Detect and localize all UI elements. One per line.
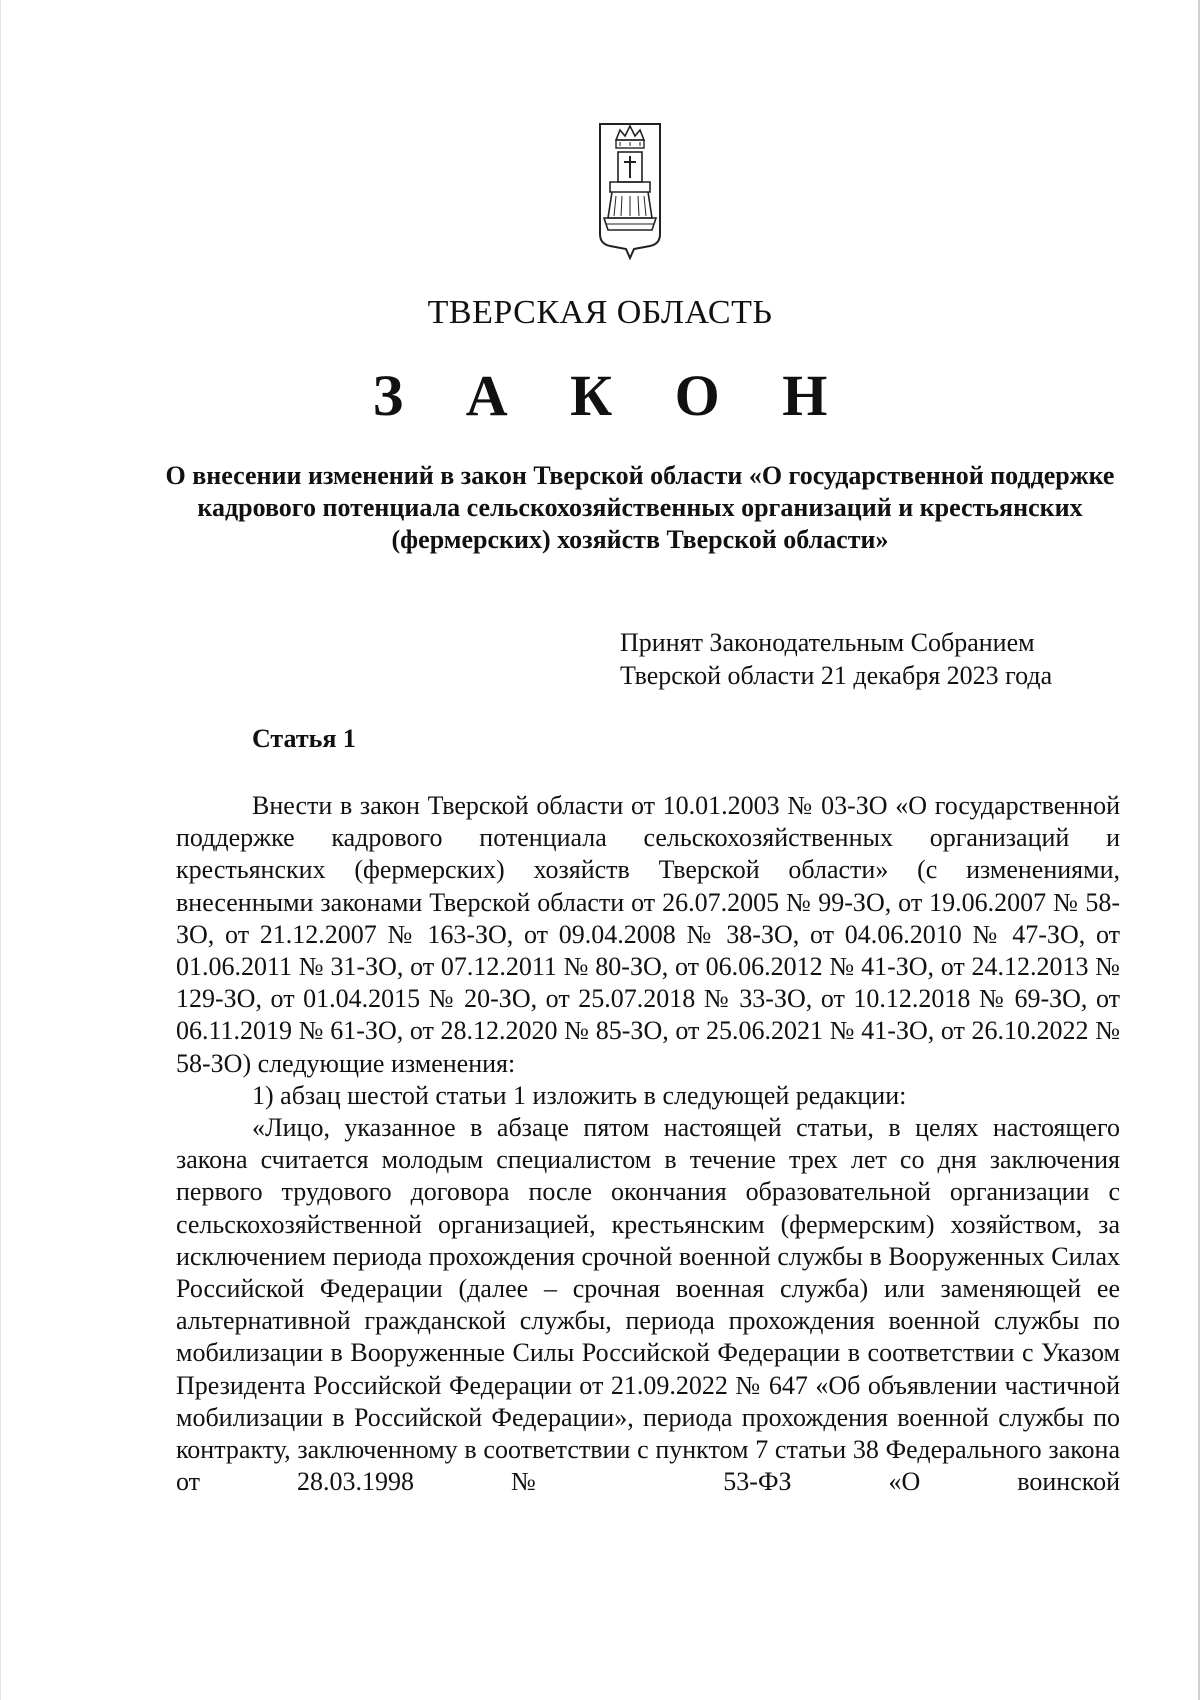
adoption-note-line-2: Тверской области 21 декабря 2023 года [620, 661, 1053, 690]
paragraph-item-1: 1) абзац шестой статьи 1 изложить в следующей редакции: [252, 1080, 907, 1110]
scan-edge-left [0, 0, 1, 1700]
tver-coat-of-arms-icon [598, 122, 662, 260]
region-name: ТВЕРСКАЯ ОБЛАСТЬ [427, 294, 773, 331]
article-heading: Статья 1 [252, 724, 356, 753]
adoption-note [620, 626, 1140, 692]
paragraph-amendment-intro: Внести в закон Тверской области от 10.01.2003 № 03-ЗО «О государственной поддержке кадрового потенциала сельскохозяйственных организаций и крестьянских (фермерских) хозяйств Тверской области» (с изменениями, внесенными законами Тверской области от 26.07.2005 № 99-ЗО, от 19.06.2007 № 58-ЗО, от 21.12.2007 № 163-ЗО, от 09.04.2008 № 38-ЗО, от 04.06.2010 № 47-ЗО, от 01.06.2011 № 31-ЗО, от 07.12.2011 № 80-ЗО, от 06.06.2012 № 41-ЗО, от 24.12.2013 № 129-ЗО, от 01.04.2015 № 20-ЗО, от 25.07.2018 № 33-ЗО, от 10.12.2018 № 69-ЗО, от 06.11.2019 № 61-ЗО, от 28.12.2020 № 85-ЗО, от 25.06.2021 № 41-ЗО, от 26.10.2022 № 58-ЗО) следующие изменения: [176, 791, 1120, 1078]
paragraph-new-wording: «Лицо, указанное в абзаце пятом настоящей статьи, в целях настоящего закона считается молодым специалистом в течение трех лет со дня заключения первого трудового договора после окончания образовательной организации с сельскохозяйственной организацией, крестьянским (фермерским) хозяйством, за исключением периода прохождения срочной военной службы в Вооруженных Силах Российской Федерации (далее – срочная военная служба) или заменяющей ее альтернативной гражданской службы, периода прохождения военной службы по мобилизации в Вооруженные Силы Российской Федерации в соответствии с Указом Президента Российской Федерации от 21.09.2022 № 647 «Об объявлении частичной мобилизации в Российской Федерации», периода прохождения военной службы по контракту, заключенному в соответствии с пунктом 7 статьи 38 Федерального закона от 28.03.1998 № 53-ФЗ «О воинской [176, 1113, 1120, 1497]
document-type-heading: З А К О Н [372, 363, 852, 428]
law-title: О внесении изменений в закон Тверской области «О государственной поддержке кадрового потенциала сельскохозяйственных организаций и крестьянских (фермерских) хозяйств Тверской области» [165, 461, 1115, 554]
article-body [176, 790, 1120, 1498]
coat-of-arms-emblem [598, 122, 662, 260]
adoption-note-line-1: Принят Законодательным Собранием [620, 628, 1035, 657]
